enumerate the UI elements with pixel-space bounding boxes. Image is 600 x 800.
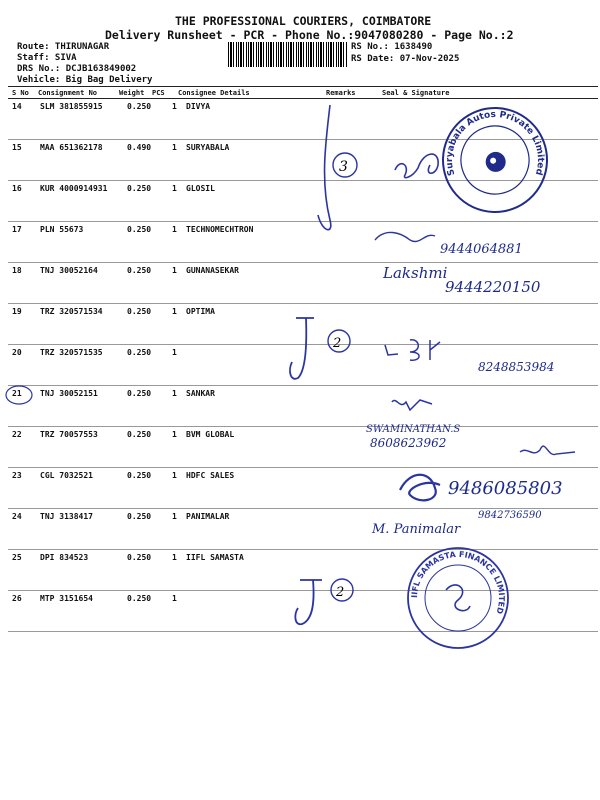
rs-date: RS Date: 07-Nov-2025 <box>351 54 460 64</box>
hw-row23-phone: 9486085803 <box>448 478 563 499</box>
sig-row20 <box>385 340 440 360</box>
row-sno: 17 <box>12 225 22 234</box>
row-weight: 0.250 <box>127 389 152 398</box>
row-weight: 0.250 <box>127 553 152 562</box>
col-consignment: Consignment No <box>38 89 98 97</box>
row-sno: 15 <box>12 143 22 152</box>
row-pcs: 1 <box>172 348 177 357</box>
row-weight: 0.250 <box>127 348 152 357</box>
hw-row18-name: Lakshmi <box>383 264 448 282</box>
col-pcs: PCS <box>152 89 165 97</box>
row-sno: 21 <box>12 389 22 398</box>
row-weight: 0.250 <box>127 430 152 439</box>
col-weight: Weight <box>119 89 145 97</box>
row-sno: 26 <box>12 594 22 603</box>
svg-text:2: 2 <box>333 336 342 351</box>
row-weight: 0.250 <box>127 102 152 111</box>
hw-row18-phone: 9444220150 <box>445 278 541 296</box>
hw-row17-phone: 9444064881 <box>440 242 523 257</box>
row-pcs: 1 <box>172 512 177 521</box>
rs-number: RS No.: 1638490 <box>351 42 433 52</box>
row-consignee: GUNANASEKAR <box>186 266 239 275</box>
row-sno: 25 <box>12 553 22 562</box>
row-sno: 24 <box>12 512 22 521</box>
row-consignment: TNJ 3138417 <box>40 512 93 521</box>
row-consignee: BVM GLOBAL <box>186 430 235 439</box>
remarks-signature-1 <box>318 105 331 230</box>
hw-row22-name: SWAMINATHAN.S <box>366 424 461 435</box>
row-consignment: TNJ 30052164 <box>40 266 98 275</box>
row-pcs: 1 <box>172 184 177 193</box>
drs-label: DRS No.: DCJB163849002 <box>17 64 137 74</box>
row-weight: 0.250 <box>127 307 152 316</box>
row-consignment: MTP 3151654 <box>40 594 93 603</box>
document-subtitle: Delivery Runsheet - PCR - Phone No.:9047080280 - Page No.:2 <box>105 28 514 42</box>
route-label: Route: THIRUNAGAR <box>17 42 110 52</box>
row-consignee: SANKAR <box>186 389 215 398</box>
row-sno: 14 <box>12 102 22 111</box>
row-pcs: 1 <box>172 225 177 234</box>
sig-row22 <box>520 446 575 454</box>
hw-row24-name: M. Panimalar <box>372 522 461 537</box>
row-sno: 20 <box>12 348 22 357</box>
row-pcs: 1 <box>172 307 177 316</box>
row-consignee: OPTIMA <box>186 307 215 316</box>
row-pcs: 1 <box>172 102 177 111</box>
row-sno: 22 <box>12 430 22 439</box>
row-weight: 0.250 <box>127 512 152 521</box>
vehicle-label: Vehicle: Big Bag Delivery <box>17 75 153 85</box>
col-sno: S No <box>12 89 29 97</box>
hw-row24-phone: 9842736590 <box>478 510 542 521</box>
col-remarks: Remarks <box>326 89 356 97</box>
hw-row20-phone: 8248853984 <box>478 360 555 374</box>
row-consignment: KUR 4000914931 <box>40 184 108 193</box>
row-sno: 19 <box>12 307 22 316</box>
svg-text:Suryabala Autos Private Limite <box>431 96 553 207</box>
row-pcs: 1 <box>172 389 177 398</box>
sig-row23 <box>400 475 440 501</box>
row-sno: 18 <box>12 266 22 275</box>
row-consignment: TRZ 70057553 <box>40 430 98 439</box>
row-weight: 0.250 <box>127 471 152 480</box>
svg-text:3: 3 <box>339 159 348 175</box>
remarks-signature-3 <box>295 580 322 624</box>
row-weight: 0.250 <box>127 594 152 603</box>
iifl-stamp-text: IIFL SAMASTA FINANCE LIMITED <box>409 549 507 615</box>
row-consignee: IIFL SAMASTA <box>186 553 244 562</box>
sig-row17 <box>375 232 435 241</box>
row-pcs: 1 <box>172 430 177 439</box>
row-weight: 0.250 <box>127 225 152 234</box>
row-pcs: 1 <box>172 143 177 152</box>
svg-text:IIFL SAMASTA FINANCE LIMITED <box>410 550 506 615</box>
row-consignee: PANIMALAR <box>186 512 230 521</box>
sig-row15 <box>395 154 438 178</box>
row-consignee: SURYABALA <box>186 143 230 152</box>
svg-text:2: 2 <box>336 585 345 600</box>
row-sno: 16 <box>12 184 22 193</box>
row-consignment: DPI 834523 <box>40 553 89 562</box>
row-pcs: 1 <box>172 471 177 480</box>
row-pcs: 1 <box>172 594 177 603</box>
sig-row21 <box>392 400 432 410</box>
row-weight: 0.250 <box>127 184 152 193</box>
col-consignee: Consignee Details <box>178 89 250 97</box>
row-pcs: 1 <box>172 266 177 275</box>
row-consignee: DIVYA <box>186 102 211 111</box>
sno-circle-21 <box>6 386 32 404</box>
hw-row22-phone: 8608623962 <box>370 436 447 450</box>
row-consignment: PLN 55673 <box>40 225 84 234</box>
row-consignee: TECHNOMECHTRON <box>186 225 254 234</box>
staff-label: Staff: SIVA <box>17 53 77 63</box>
row-consignment: TNJ 30052151 <box>40 389 98 398</box>
row-consignee: GLOSIL <box>186 184 215 193</box>
row-consignment: TRZ 320571535 <box>40 348 103 357</box>
row-consignment: SLM 381855915 <box>40 102 103 111</box>
suryabala-stamp <box>428 93 561 226</box>
row-consignment: CGL 7032521 <box>40 471 93 480</box>
row-weight: 0.250 <box>127 266 152 275</box>
col-seal: Seal & Signature <box>382 89 450 97</box>
document-title: THE PROFESSIONAL COURIERS, COIMBATORE <box>175 14 432 28</box>
row-consignee: HDFC SALES <box>186 471 235 480</box>
row-consignment: TRZ 320571534 <box>40 307 103 316</box>
suryabala-stamp-text: Suryabala Autos Private Limited <box>444 109 546 177</box>
row-weight: 0.490 <box>127 143 152 152</box>
row-pcs: 1 <box>172 553 177 562</box>
iifl-stamp <box>408 548 508 648</box>
row-sno: 23 <box>12 471 22 480</box>
remarks-signature-2 <box>290 318 314 379</box>
row-consignment: MAA 651362178 <box>40 143 103 152</box>
